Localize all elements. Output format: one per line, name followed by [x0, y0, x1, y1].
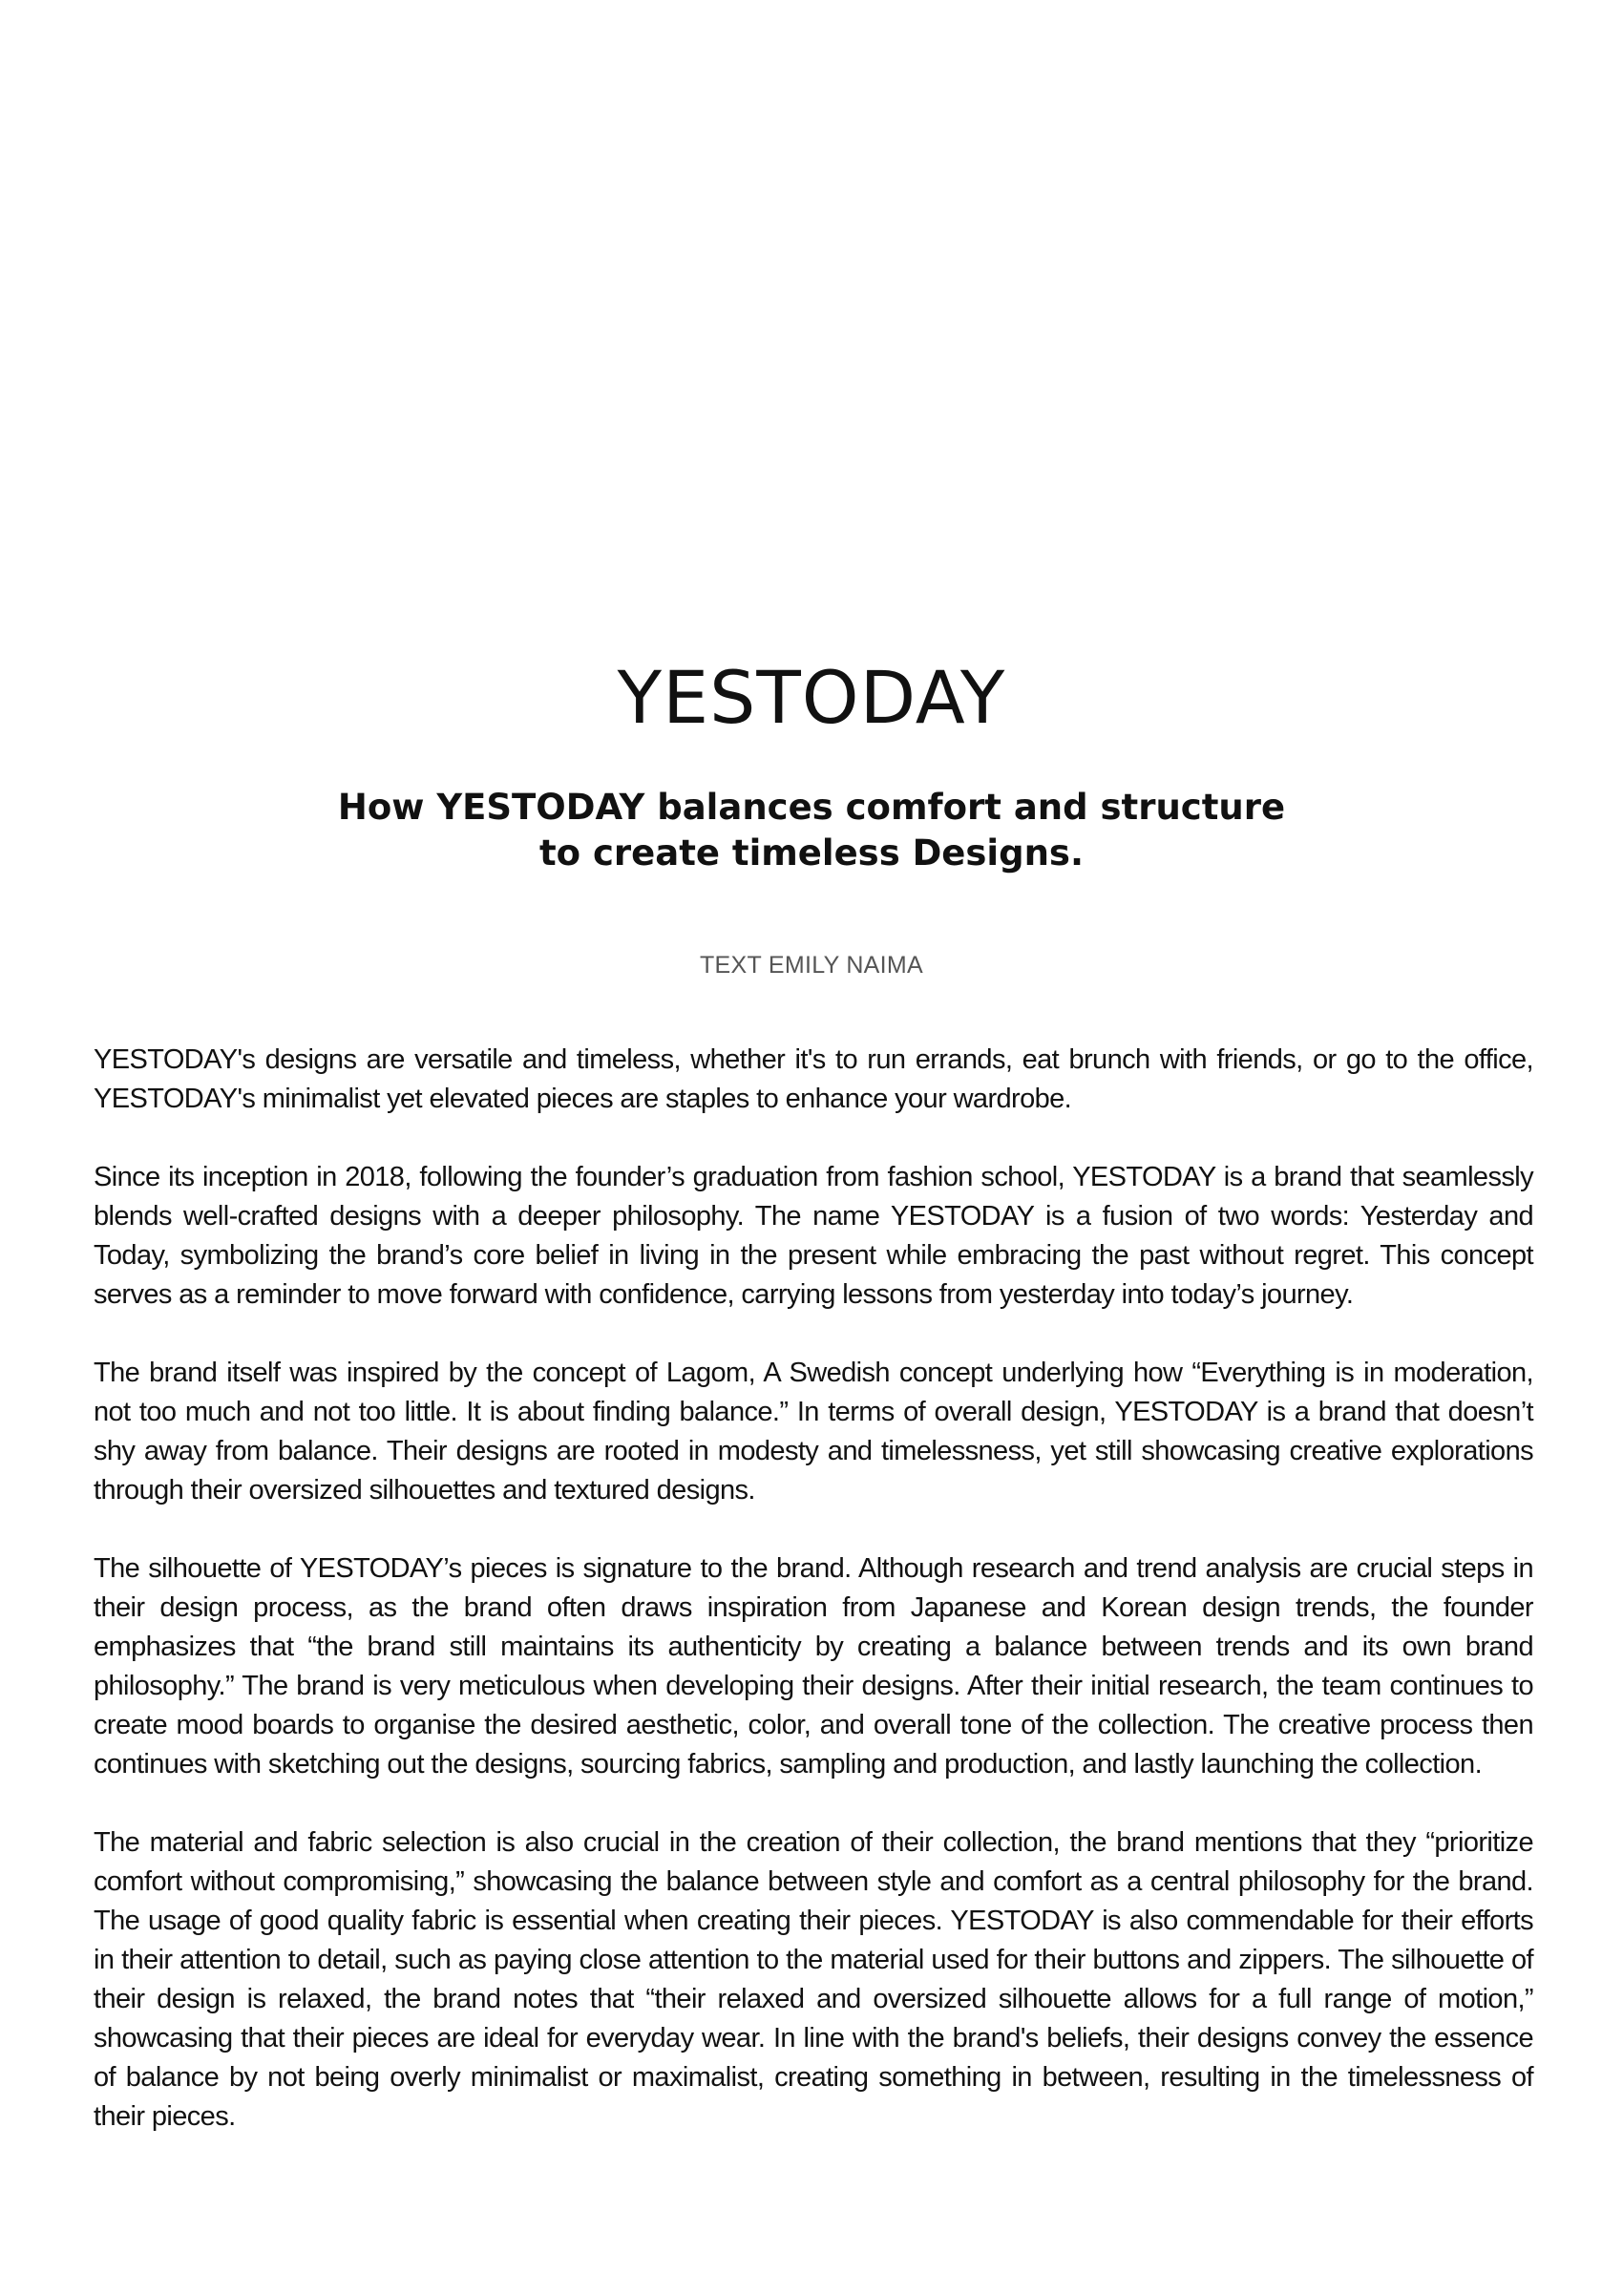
- article-title: YESTODAY: [617, 655, 1006, 740]
- body-paragraph-5: The material and fabric selection is also crucial in the creation of their collection, the brand mentions that they “prioritize comfort without compromising,” showcasing the balance between style and comfort as a central philosophy for the brand. The usage of good quality fabric is essential when creating their pieces. YESTODAY is also commendable for their efforts in their attention to detail, such as paying close attention to the material used for their buttons and zippers. The silhouette of their design is relaxed, the brand notes that “their relaxed and oversized silhouette allows for a full range of motion,” showcasing that their pieces are ideal for everyday wear. In line with the brand's beliefs, their designs convey the essence of balance by not being overly minimalist or maximalist, creating something in between, resulting in the timelessness of their pieces.: [94, 1827, 1533, 2132]
- body-paragraph-4: The silhouette of YESTODAY’s pieces is signature to the brand. Although research and trend analysis are crucial steps in their design process, as the brand often draws inspiration from Japanese and Korean design trends, the founder emphasizes that “the brand still maintains its authenticity by creating a balance between trends and its own brand philosophy.” The brand is very meticulous when developing their designs. After their initial research, the team continues to create mood boards to organise the desired aesthetic, color, and overall tone of the collection. The creative process then continues with sketching out the designs, sourcing fabrics, sampling and production, and lastly launching the collection.: [94, 1553, 1533, 1780]
- article-subtitle: [0, 785, 1623, 876]
- subtitle-line-1: How YESTODAY balances comfort and structure: [337, 787, 1286, 828]
- article-body: [94, 1041, 1533, 2176]
- subtitle-line-2: to create timeless Designs.: [538, 832, 1085, 874]
- body-paragraph-1: YESTODAY's designs are versatile and timeless, whether it's to run errands, eat brunch with friends, or go to the office, YESTODAY's minimalist yet elevated pieces are staples to enhance your wardrobe.: [94, 1044, 1533, 1114]
- article-byline: TEXT EMILY NAIMA: [699, 952, 924, 979]
- body-paragraph-3: The brand itself was inspired by the concept of Lagom, A Swedish concept underlying how “Everything is in moderation, not too much and not too little. It is about finding balance.” In terms of overall design, YESTODAY is a brand that doesn’t shy away from balance. Their designs are rooted in modesty and timelessness, yet still showcasing creative explorations through their oversized silhouettes and textured designs.: [94, 1358, 1533, 1506]
- body-paragraph-2: Since its inception in 2018, following the founder’s graduation from fashion school, YESTODAY is a brand that seamlessly blends well-crafted designs with a deeper philosophy. The name YESTODAY is a fusion of two words: Yesterday and Today, symbolizing the brand’s core belief in living in the present while embracing the past without regret. This concept serves as a reminder to move forward with confidence, carrying lessons from yesterday into today’s journey.: [94, 1162, 1533, 1310]
